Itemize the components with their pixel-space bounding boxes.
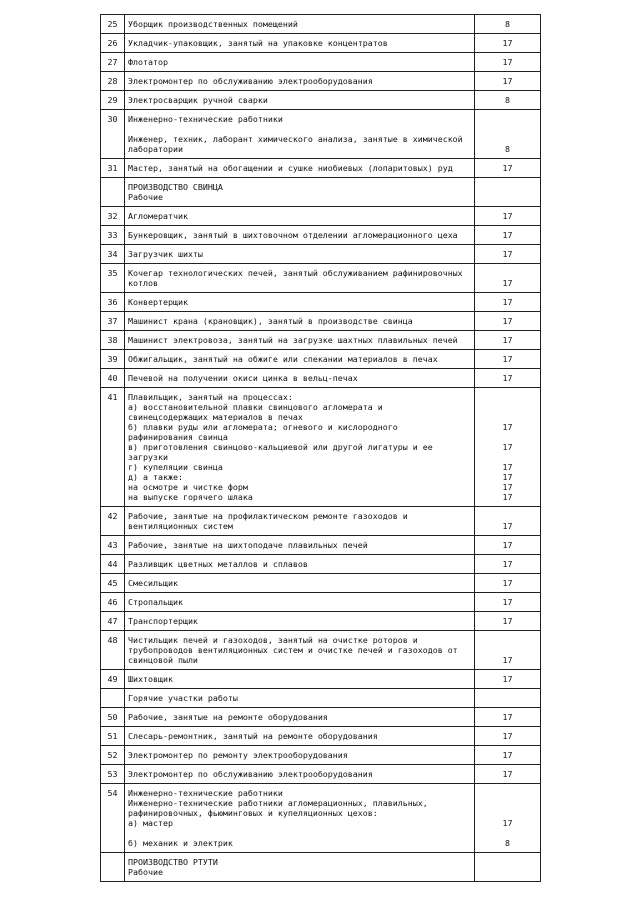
benefit-value (475, 207, 541, 226)
benefit-value (475, 574, 541, 593)
value-line: 17 (502, 278, 513, 288)
table-row (101, 784, 541, 853)
value-line: 17 (502, 521, 513, 531)
occupation-description (125, 670, 475, 689)
table-row (101, 369, 541, 388)
description-line: а) мастер (128, 818, 173, 828)
description-line: б) плавки руды или агломерата; огневого и кислородного (128, 422, 398, 432)
table-row (101, 612, 541, 631)
value-line: 17 (502, 712, 513, 722)
description-line: Инженерно-технические работники (128, 114, 283, 124)
occupation-table (100, 14, 541, 882)
table-row (101, 34, 541, 53)
benefit-value (475, 689, 541, 708)
table-row (101, 91, 541, 110)
description-line: рафинирования свинца (128, 432, 228, 442)
row-number: 52 (101, 746, 125, 765)
benefit-value (475, 631, 541, 670)
value-line: 17 (502, 335, 513, 345)
description-line: Укладчик-упаковщик, занятый на упаковке концентратов (128, 38, 388, 48)
value-line: 17 (502, 578, 513, 588)
occupation-description (125, 708, 475, 727)
table-row (101, 178, 541, 207)
occupation-description (125, 388, 475, 507)
occupation-description (125, 331, 475, 350)
value-line: 17 (502, 442, 513, 452)
occupation-description (125, 593, 475, 612)
row-number: 39 (101, 350, 125, 369)
benefit-value (475, 245, 541, 264)
value-line (478, 857, 537, 867)
row-number: 40 (101, 369, 125, 388)
occupation-description (125, 264, 475, 293)
value-line (478, 402, 537, 412)
value-line: 17 (502, 76, 513, 86)
description-line: Рабочие, занятые на ремонте оборудования (128, 712, 328, 722)
value-line: 8 (505, 144, 510, 154)
description-line: Мастер, занятый на обогащении и сушке ниобиевых (лопаритовых) руд (128, 163, 453, 173)
row-number: 51 (101, 727, 125, 746)
value-line: 17 (502, 492, 513, 502)
occupation-description (125, 853, 475, 882)
value-line: 17 (502, 731, 513, 741)
description-line: Машинист крана (крановщик), занятый в производстве свинца (128, 316, 413, 326)
benefit-value (475, 110, 541, 159)
value-line: 17 (502, 462, 513, 472)
table-row (101, 15, 541, 34)
value-line (478, 645, 537, 655)
description-line: а) восстановительной плавки свинцового агломерата и (128, 402, 383, 412)
table-row (101, 631, 541, 670)
benefit-value (475, 670, 541, 689)
table-row (101, 765, 541, 784)
value-line: 17 (502, 540, 513, 550)
value-line: 8 (505, 838, 510, 848)
benefit-value (475, 388, 541, 507)
value-line: 17 (502, 354, 513, 364)
value-line (478, 192, 537, 202)
description-line: Бункеровщик, занятый в шихтовочном отделении агломерационного цеха (128, 230, 458, 240)
value-line (478, 114, 537, 124)
benefit-value (475, 350, 541, 369)
occupation-description (125, 110, 475, 159)
occupation-description (125, 312, 475, 331)
row-number: 38 (101, 331, 125, 350)
value-line (478, 511, 537, 521)
table-row (101, 555, 541, 574)
description-line: свинцовой пыли (128, 655, 198, 665)
description-line: Горячие участки работы (128, 693, 238, 703)
occupation-description (125, 555, 475, 574)
occupation-description (125, 746, 475, 765)
occupation-description (125, 612, 475, 631)
description-line: Слесарь-ремонтник, занятый на ремонте оборудования (128, 731, 378, 741)
description-line: Печевой на получении окиси цинка в вельц-печах (128, 373, 358, 383)
row-number (101, 689, 125, 708)
table-row (101, 331, 541, 350)
row-number: 45 (101, 574, 125, 593)
table-row (101, 689, 541, 708)
description-line: Кочегар технологических печей, занятый обслуживанием рафинировочных (128, 268, 463, 278)
row-number: 47 (101, 612, 125, 631)
description-line: Плавильщик, занятый на процессах: (128, 392, 293, 402)
occupation-description (125, 765, 475, 784)
benefit-value (475, 746, 541, 765)
occupation-description (125, 91, 475, 110)
occupation-description (125, 34, 475, 53)
row-number: 35 (101, 264, 125, 293)
description-line: Электросварщик ручной сварки (128, 95, 268, 105)
description-line: котлов (128, 278, 158, 288)
table-row (101, 388, 541, 507)
description-line: Рабочие, занятые на шихтоподаче плавильных печей (128, 540, 368, 550)
value-line (478, 798, 537, 808)
row-number: 41 (101, 388, 125, 507)
description-line: Чистильщик печей и газоходов, занятый на очистке роторов и (128, 635, 418, 645)
benefit-value (475, 555, 541, 574)
description-line: Инженерно-технические работники (128, 788, 283, 798)
occupation-description (125, 631, 475, 670)
row-number: 46 (101, 593, 125, 612)
value-line: 17 (502, 818, 513, 828)
description-line: Транспортерщик (128, 616, 198, 626)
description-line: Рабочие (128, 192, 163, 202)
row-number: 42 (101, 507, 125, 536)
table-row (101, 53, 541, 72)
description-line: б) механик и электрик (128, 838, 233, 848)
table-row (101, 159, 541, 178)
benefit-value (475, 727, 541, 746)
value-line: 17 (502, 616, 513, 626)
value-line: 17 (502, 472, 513, 482)
description-line (128, 124, 471, 134)
description-line: Разливщик цветных металлов и сплавов (128, 559, 308, 569)
value-line: 17 (502, 559, 513, 569)
table-row (101, 312, 541, 331)
description-line: Рабочие, занятые на профилактическом ремонте газоходов и (128, 511, 408, 521)
benefit-value (475, 369, 541, 388)
value-line (478, 788, 537, 798)
value-line: 8 (505, 19, 510, 29)
description-line: ПРОИЗВОДСТВО СВИНЦА (128, 182, 223, 192)
value-line (478, 182, 537, 192)
value-line (478, 432, 537, 442)
table-row (101, 110, 541, 159)
benefit-value (475, 765, 541, 784)
benefit-value (475, 226, 541, 245)
table-row (101, 536, 541, 555)
table-row (101, 708, 541, 727)
occupation-description (125, 226, 475, 245)
table-row (101, 207, 541, 226)
value-line (478, 124, 537, 134)
description-line: Рабочие (128, 867, 163, 877)
description-line: Стропальщик (128, 597, 183, 607)
description-line: Смесильщик (128, 578, 178, 588)
table-row (101, 245, 541, 264)
row-number: 33 (101, 226, 125, 245)
value-line: 17 (502, 769, 513, 779)
row-number: 27 (101, 53, 125, 72)
table-body (101, 15, 541, 882)
row-number: 25 (101, 15, 125, 34)
description-line: Машинист электровоза, занятый на загрузке шахтных плавильных печей (128, 335, 458, 345)
value-line (478, 808, 537, 818)
benefit-value (475, 72, 541, 91)
benefit-value (475, 853, 541, 882)
value-line: 17 (502, 163, 513, 173)
value-line: 17 (502, 422, 513, 432)
description-line: г) купеляции свинца (128, 462, 223, 472)
row-number: 48 (101, 631, 125, 670)
value-line: 17 (502, 674, 513, 684)
table-row (101, 593, 541, 612)
occupation-description (125, 53, 475, 72)
description-line: рафинировочных, фьюминговых и купеляционных цехов: (128, 808, 378, 818)
benefit-value (475, 264, 541, 293)
description-line: Электромонтер по ремонту электрооборудования (128, 750, 348, 760)
value-line: 17 (502, 211, 513, 221)
value-line (478, 452, 537, 462)
row-number: 28 (101, 72, 125, 91)
value-line: 8 (505, 95, 510, 105)
value-line: 17 (502, 316, 513, 326)
row-number: 53 (101, 765, 125, 784)
description-line: свинецсодержащих материалов в печах (128, 412, 303, 422)
occupation-description (125, 293, 475, 312)
description-line: вентиляционных систем (128, 521, 233, 531)
value-line (478, 635, 537, 645)
row-number: 31 (101, 159, 125, 178)
row-number: 44 (101, 555, 125, 574)
description-line: Инженер, техник, лаборант химического анализа, занятые в химической (128, 134, 463, 144)
table-row (101, 293, 541, 312)
occupation-description (125, 350, 475, 369)
description-line: Агломератчик (128, 211, 188, 221)
description-line (128, 828, 471, 838)
benefit-value (475, 159, 541, 178)
table-row (101, 574, 541, 593)
row-number: 30 (101, 110, 125, 159)
value-line (478, 867, 537, 877)
occupation-description (125, 574, 475, 593)
occupation-description (125, 178, 475, 207)
occupation-description (125, 536, 475, 555)
description-line: Электромонтер по обслуживанию электрооборудования (128, 769, 373, 779)
occupation-description (125, 784, 475, 853)
benefit-value (475, 34, 541, 53)
description-line: Флотатор (128, 57, 168, 67)
benefit-value (475, 178, 541, 207)
description-line: ПРОИЗВОДСТВО РТУТИ (128, 857, 218, 867)
description-line: Шихтовщик (128, 674, 173, 684)
benefit-value (475, 331, 541, 350)
description-line: д) а также: (128, 472, 183, 482)
occupation-description (125, 689, 475, 708)
benefit-value (475, 312, 541, 331)
benefit-value (475, 91, 541, 110)
value-line (478, 134, 537, 144)
row-number: 54 (101, 784, 125, 853)
occupation-description (125, 207, 475, 226)
row-number: 32 (101, 207, 125, 226)
value-line: 17 (502, 597, 513, 607)
benefit-value (475, 507, 541, 536)
table-row (101, 226, 541, 245)
value-line: 17 (502, 38, 513, 48)
description-line: Конвертерщик (128, 297, 188, 307)
table-row (101, 727, 541, 746)
description-line: на осмотре и чистке форм (128, 482, 248, 492)
value-line (478, 412, 537, 422)
description-line: Обжигальщик, занятый на обжиге или спекании материалов в печах (128, 354, 438, 364)
row-number: 29 (101, 91, 125, 110)
occupation-description (125, 245, 475, 264)
description-line: Инженерно-технические работники агломерационных, плавильных, (128, 798, 428, 808)
description-line: Загрузчик шихты (128, 249, 203, 259)
table-row (101, 350, 541, 369)
description-line: в) приготовления свинцово-кальциевой или другой лигатуры и ее (128, 442, 433, 452)
value-line (478, 693, 537, 703)
occupation-description (125, 369, 475, 388)
occupation-description (125, 507, 475, 536)
row-number: 49 (101, 670, 125, 689)
row-number: 34 (101, 245, 125, 264)
table-row (101, 853, 541, 882)
row-number: 36 (101, 293, 125, 312)
benefit-value (475, 15, 541, 34)
description-line: загрузки (128, 452, 168, 462)
table-row (101, 670, 541, 689)
table-row (101, 746, 541, 765)
value-line (478, 828, 537, 838)
occupation-description (125, 72, 475, 91)
description-line: трубопроводов вентиляционных систем и очистке печей и газоходов от (128, 645, 458, 655)
value-line: 17 (502, 57, 513, 67)
occupation-description (125, 159, 475, 178)
value-line: 17 (502, 750, 513, 760)
description-line: лаборатории (128, 144, 183, 154)
benefit-value (475, 593, 541, 612)
row-number: 43 (101, 536, 125, 555)
value-line: 17 (502, 373, 513, 383)
description-line: на выпуске горячего шлака (128, 492, 253, 502)
benefit-value (475, 784, 541, 853)
value-line: 17 (502, 230, 513, 240)
table-row (101, 72, 541, 91)
value-line: 17 (502, 655, 513, 665)
benefit-value (475, 293, 541, 312)
description-line: Уборщик производственных помещений (128, 19, 298, 29)
value-line (478, 392, 537, 402)
value-line (478, 268, 537, 278)
benefit-value (475, 708, 541, 727)
table-row (101, 507, 541, 536)
row-number: 26 (101, 34, 125, 53)
description-line: Электромонтер по обслуживанию электрооборудования (128, 76, 373, 86)
row-number (101, 178, 125, 207)
benefit-value (475, 53, 541, 72)
table-row (101, 264, 541, 293)
benefit-value (475, 536, 541, 555)
value-line: 17 (502, 249, 513, 259)
occupation-description (125, 727, 475, 746)
row-number (101, 853, 125, 882)
benefit-value (475, 612, 541, 631)
value-line: 17 (502, 482, 513, 492)
value-line: 17 (502, 297, 513, 307)
row-number: 37 (101, 312, 125, 331)
occupation-description (125, 15, 475, 34)
row-number: 50 (101, 708, 125, 727)
